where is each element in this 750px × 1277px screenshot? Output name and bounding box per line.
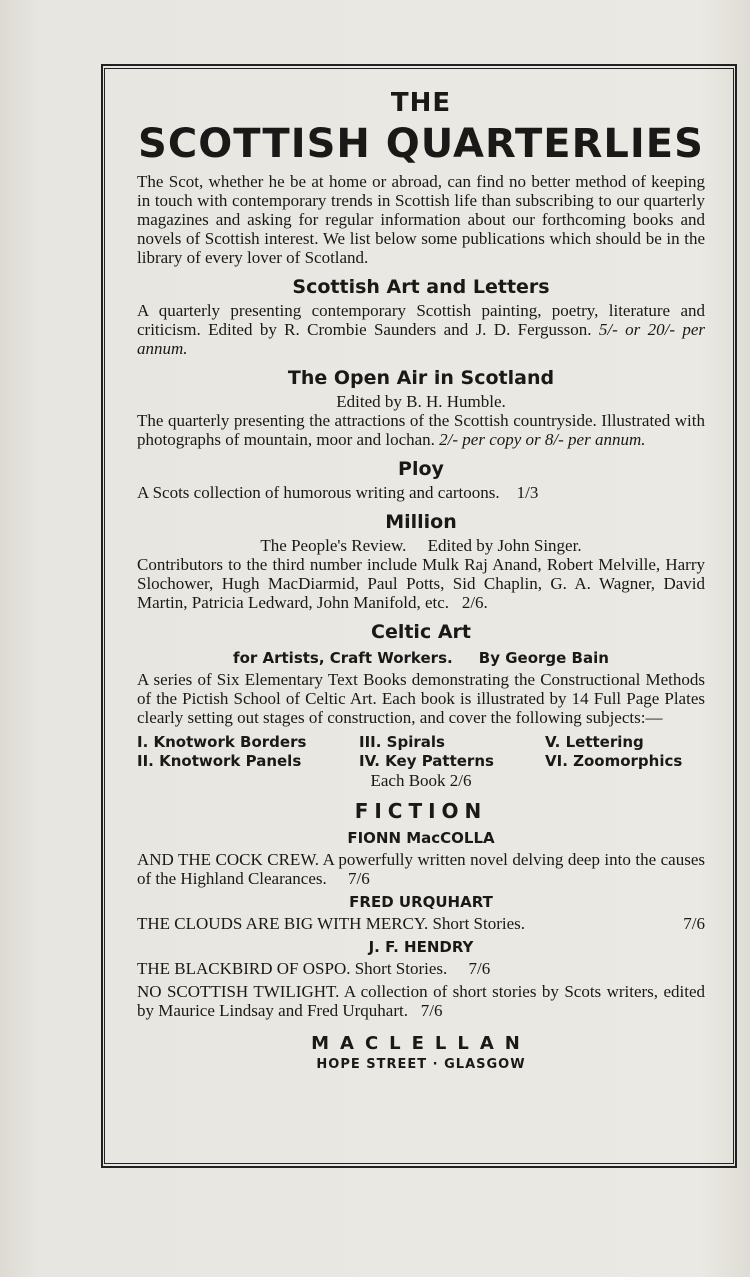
subject-item: IV. Key Patterns xyxy=(359,752,494,770)
intro-paragraph: The Scot, whether he be at home or abroad, can find no better method of keeping in touch with contemporary trends in Scottish life than subscribing to our quarterly magazines and asking for regular information about our forthcoming books and novels of Scottish interest. We list below some publications which should be in the library of every lover of Scotland. xyxy=(137,172,705,267)
subject-item: V. Lettering xyxy=(545,733,644,751)
heading-the: THE xyxy=(390,88,452,118)
fiction-entry-text: THE BLACKBIRD OF OSPO. Short Stories. xyxy=(137,959,448,978)
fiction-entry-price: 7/6 xyxy=(468,959,491,978)
subject-item: I. Knotwork Borders xyxy=(137,733,307,751)
fiction-extra-price: 7/6 xyxy=(420,1001,443,1020)
open-air-text: The quarterly presenting the attractions of the Scottish countryside. Illustrated with photographs of mountain, moor and lochan. xyxy=(137,411,705,449)
subject-item: II. Knotwork Panels xyxy=(137,752,302,770)
fiction-author: FRED URQUHART xyxy=(349,893,493,911)
art-letters-block xyxy=(137,301,705,358)
publisher-address: HOPE STREET · GLASGOW xyxy=(316,1057,526,1072)
fiction-author: FIONN MacCOLLA xyxy=(347,829,495,847)
art-letters-title: Scottish Art and Letters xyxy=(292,276,550,298)
fiction-entry-price: 7/6 xyxy=(348,869,370,888)
open-air-price: 2/- per copy or 8/- per annum. xyxy=(439,430,646,449)
celtic-text: A series of Six Elementary Text Books demonstrating the Constructional Methods of the Pictish School of Celtic Art. Each book is illustrated by 14 Full Page Plates clearly setting out stages of construction, and cover the following subjects:— xyxy=(137,670,705,727)
subject-item: VI. Zoomorphics xyxy=(545,752,683,770)
ploy-text: A Scots collection of humorous writing and cartoons. xyxy=(137,483,500,502)
fiction-entry-text: THE CLOUDS ARE BIG WITH MERCY. Short Stories. xyxy=(137,914,526,933)
ploy-price: 1/3 xyxy=(516,483,539,502)
million-subtitle: The People's Review. Edited by John Singer. xyxy=(260,536,582,555)
celtic-title: Celtic Art xyxy=(371,621,471,643)
million-price: 2/6. xyxy=(461,593,488,612)
fiction-entry-text: AND THE COCK CREW. A powerfully written novel delving deep into the causes of the Highland Clearances. xyxy=(137,850,705,888)
publisher-name: MACLELLAN xyxy=(311,1033,531,1054)
art-letters-text: A quarterly presenting contemporary Scottish painting, poetry, literature and criticism. Edited by R. Crombie Saunders and J. D. Fergusson. xyxy=(137,301,705,339)
page-title: SCOTTISH QUARTERLIES xyxy=(138,121,704,167)
fiction-entry xyxy=(137,850,705,888)
fiction-heading: FICTION xyxy=(354,799,488,823)
open-air-block xyxy=(137,411,705,449)
advertisement-content xyxy=(137,86,705,1074)
open-air-editor: Edited by B. H. Humble. xyxy=(336,392,506,411)
fiction-extra-text: NO SCOTTISH TWILIGHT. A collection of short stories by Scots writers, edited by Maurice Lindsay and Fred Urquhart. xyxy=(137,982,705,1020)
fiction-entry xyxy=(137,914,705,933)
fiction-entry xyxy=(137,959,705,978)
celtic-subjects-list xyxy=(137,733,705,771)
art-letters-price: 5/- or 20/- per annum. xyxy=(137,320,705,358)
celtic-subtitle: for Artists, Craft Workers. By George Bain xyxy=(233,649,609,667)
ploy-block xyxy=(137,483,705,502)
fiction-author: J. F. HENDRY xyxy=(368,938,474,956)
ploy-title: Ploy xyxy=(398,458,444,480)
million-text: Contributors to the third number include Mulk Raj Anand, Robert Melville, Harry Slochower, Hugh MacDiarmid, Paul Potts, Sid Chaplin, G. A. Wagner, David Martin, Patricia Ledward, John Manifold, etc. xyxy=(137,555,705,612)
million-block xyxy=(137,555,705,612)
celtic-price: Each Book 2/6 xyxy=(370,771,472,790)
fiction-entry-price: 7/6 xyxy=(683,914,705,933)
subject-item: III. Spirals xyxy=(359,733,445,751)
fiction-extra-entry xyxy=(137,982,705,1020)
open-air-title: The Open Air in Scotland xyxy=(287,367,555,389)
million-title: Million xyxy=(385,511,457,533)
